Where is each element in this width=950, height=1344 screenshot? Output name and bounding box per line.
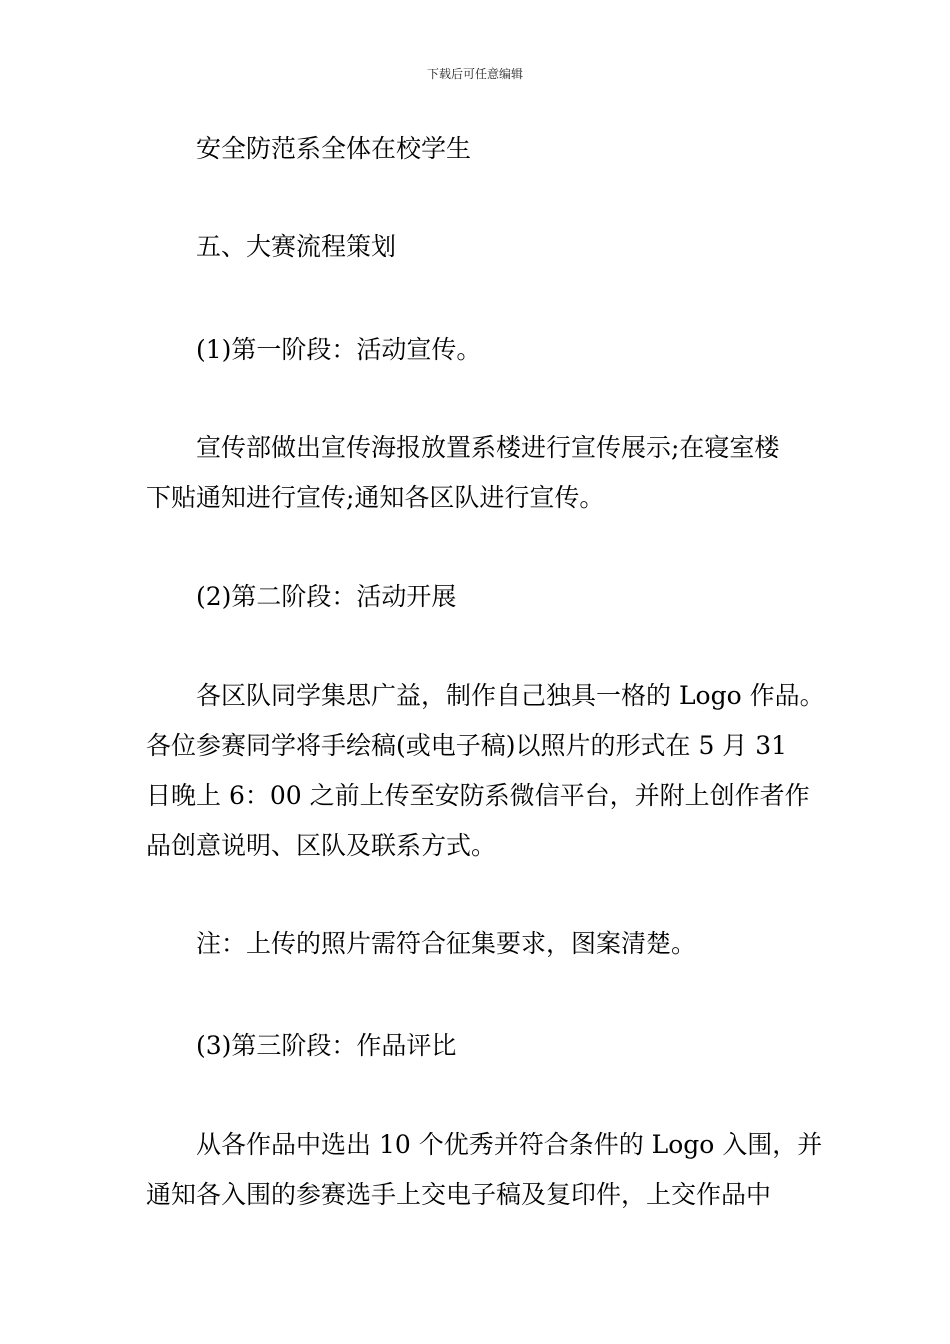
text-line: (1)第一阶段：活动宣传。 bbox=[196, 335, 482, 364]
text-line: 注：上传的照片需符合征集要求，图案清楚。 bbox=[196, 929, 697, 958]
stage-heading-3 bbox=[146, 1021, 816, 1071]
text-line: 各区队同学集思广益，制作自己独具一格的 Logo 作品。 bbox=[196, 681, 825, 710]
text-line: 下贴通知进行宣传;通知各区队进行宣传。 bbox=[146, 483, 605, 512]
stage-heading-2 bbox=[146, 572, 816, 622]
text-line: 安全防范系全体在校学生 bbox=[196, 134, 472, 163]
text-line: (2)第二阶段：活动开展 bbox=[196, 582, 457, 611]
text-line: 五、大赛流程策划 bbox=[196, 232, 397, 261]
text-line: 品创意说明、区队及联系方式。 bbox=[146, 831, 497, 860]
text-line: 从各作品中选出 10 个优秀并符合条件的 Logo 入围，并 bbox=[196, 1130, 823, 1159]
paragraph-note bbox=[146, 919, 816, 969]
text-line: (3)第三阶段：作品评比 bbox=[196, 1031, 457, 1060]
text-line: 通知各入围的参赛选手上交电子稿及复印件，上交作品中 bbox=[146, 1180, 772, 1209]
paragraph-stage-1 bbox=[146, 423, 816, 523]
text-line: 各位参赛同学将手绘稿(或电子稿)以照片的形式在 5 月 31 bbox=[146, 731, 788, 760]
header-note: 下载后可任意编辑 bbox=[426, 67, 523, 81]
section-heading-process bbox=[146, 222, 816, 272]
paragraph-target-audience bbox=[146, 124, 816, 174]
text-line: 宣传部做出宣传海报放置系楼进行宣传展示;在寝室楼 bbox=[196, 433, 780, 462]
stage-heading-1 bbox=[146, 325, 816, 375]
paragraph-stage-2 bbox=[146, 671, 825, 871]
text-line: 日晚上 6：00 之前上传至安防系微信平台，并附上创作者作 bbox=[146, 781, 810, 810]
paragraph-stage-3 bbox=[146, 1120, 823, 1220]
